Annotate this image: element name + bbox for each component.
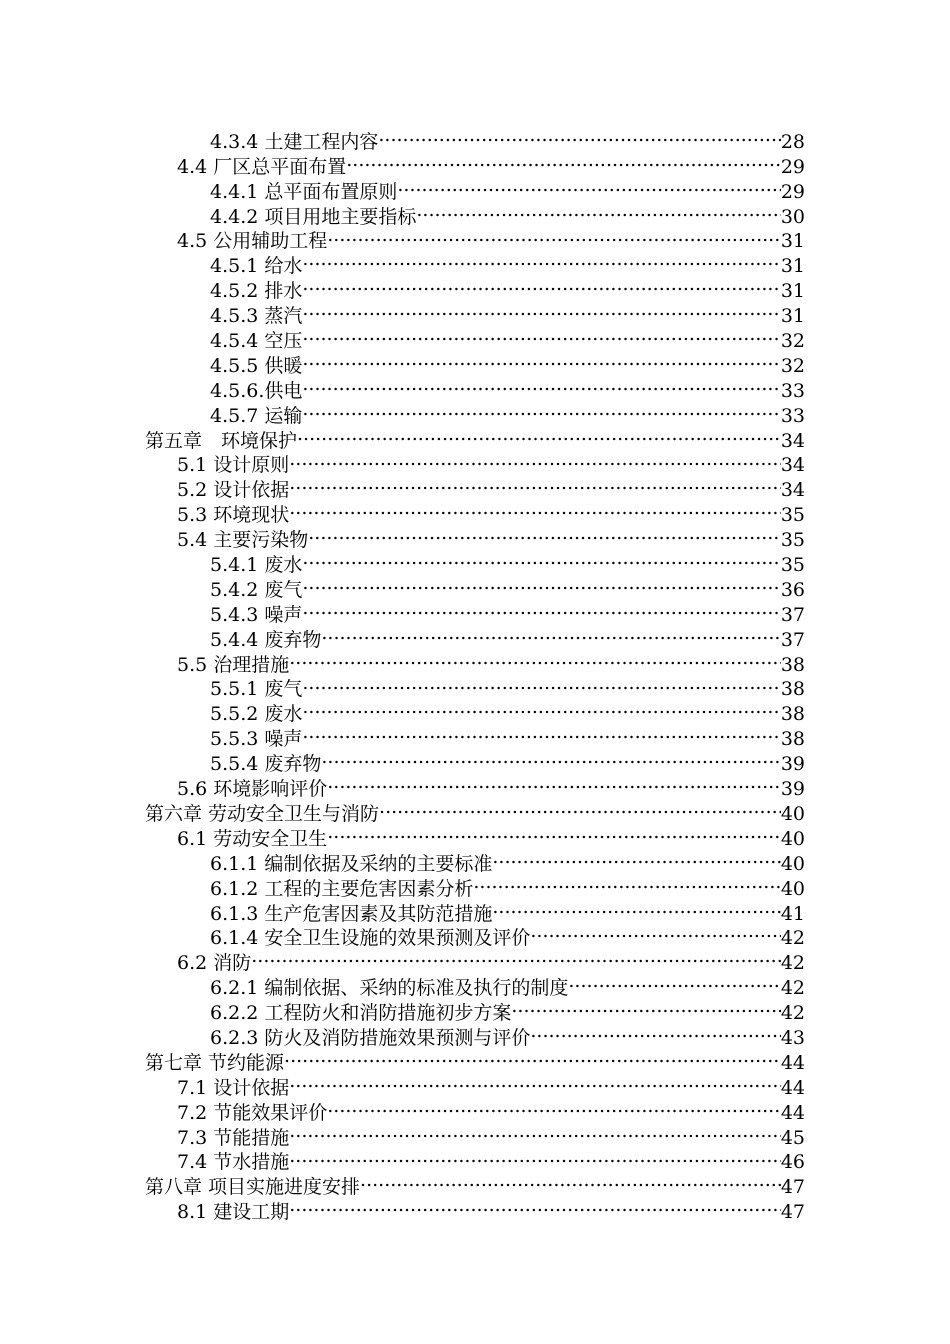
dot-leader — [321, 745, 780, 770]
toc-entry[interactable] — [0, 422, 950, 452]
toc-entry-page-number: 43 — [780, 1026, 805, 1049]
toc-entry-title: 5.5 治理措施 — [177, 653, 290, 676]
toc-entry-page-number: 37 — [780, 628, 805, 651]
toc-entry-title: 5.1 设计原则 — [177, 454, 290, 477]
toc-entry[interactable] — [0, 820, 950, 850]
toc-entry-page-number: 42 — [780, 927, 805, 950]
toc-entry-page-number: 31 — [780, 280, 805, 303]
dot-leader — [327, 770, 781, 795]
toc-entry-title: 第六章 劳动安全卫生与消防 — [145, 802, 380, 825]
toc-entry-page-number: 42 — [780, 1002, 805, 1025]
toc-entry-page-number: 42 — [780, 952, 805, 975]
dot-leader — [378, 123, 780, 148]
toc-entry-page-number: 38 — [780, 703, 805, 726]
dot-leader — [568, 969, 780, 994]
toc-entry-page-number: 37 — [780, 603, 805, 626]
dot-leader — [284, 1044, 781, 1069]
dot-leader — [289, 646, 781, 671]
toc-entry[interactable] — [0, 994, 950, 1025]
toc-entry-title: 6.2.3 防火及消防措施效果预测与评价 — [210, 1026, 531, 1049]
toc-entry-page-number: 44 — [780, 1101, 805, 1124]
toc-entry-title: 6.1.1 编制依据及采纳的主要标准 — [210, 852, 493, 875]
toc-entry-title: 4.5.6.供电 — [210, 379, 303, 402]
dot-leader — [302, 695, 780, 720]
toc-entry[interactable] — [0, 920, 950, 950]
toc-entry-title: 7.3 节能措施 — [177, 1126, 290, 1149]
toc-entry-title: 7.1 设计依据 — [177, 1076, 290, 1099]
toc-entry-title: 5.6 环境影响评价 — [177, 778, 328, 801]
toc-entry[interactable] — [0, 1044, 950, 1074]
toc-entry-page-number: 32 — [780, 330, 805, 353]
toc-entry[interactable] — [0, 969, 950, 1000]
toc-entry[interactable] — [0, 720, 950, 751]
toc-entry-title: 4.5 公用辅助工程 — [177, 230, 328, 253]
toc-entry-title: 6.1.3 生产危害因素及其防范措施 — [210, 902, 493, 925]
toc-entry-title: 4.4.1 总平面布置原则 — [210, 180, 398, 203]
toc-entry[interactable] — [0, 1193, 950, 1224]
toc-entry-title: 6.2.1 编制依据、采纳的标准及执行的制度 — [210, 977, 569, 1000]
dot-leader — [492, 895, 780, 920]
toc-entry[interactable] — [0, 596, 950, 626]
dot-leader — [473, 870, 780, 895]
toc-entry-title: 4.3.4 土建工程内容 — [210, 130, 379, 153]
dot-leader — [302, 297, 780, 322]
toc-entry-page-number: 44 — [780, 1076, 805, 1099]
toc-entry-page-number: 46 — [780, 1151, 805, 1174]
toc-entry[interactable] — [0, 372, 950, 402]
toc-entry-title: 6.2.2 工程防火和消防措施初步方案 — [210, 1002, 512, 1025]
toc-entry-page-number: 39 — [780, 753, 805, 776]
dot-leader — [302, 372, 780, 397]
toc-entry[interactable] — [0, 471, 950, 502]
toc-entry-page-number: 32 — [780, 354, 805, 377]
toc-entry[interactable] — [0, 123, 950, 153]
toc-entry[interactable] — [0, 895, 950, 925]
toc-entry[interactable] — [0, 671, 950, 701]
toc-entry-page-number: 40 — [780, 852, 805, 875]
toc-entry[interactable] — [0, 297, 950, 328]
dot-leader — [321, 621, 780, 646]
toc-entry[interactable] — [0, 770, 950, 801]
toc-entry-title: 5.5.4 废弃物 — [210, 753, 322, 776]
toc-entry[interactable] — [0, 795, 950, 825]
toc-entry-title: 8.1 建设工期 — [177, 1201, 290, 1224]
toc-entry-title: 5.5.3 噪声 — [210, 728, 303, 751]
dot-leader — [302, 397, 780, 422]
dot-leader — [530, 1019, 780, 1044]
dot-leader — [302, 720, 780, 745]
toc-entry[interactable] — [0, 546, 950, 577]
dot-leader — [327, 820, 781, 845]
dot-leader — [289, 1144, 781, 1169]
toc-entry[interactable] — [0, 1019, 950, 1049]
toc-entry-page-number: 47 — [780, 1201, 805, 1224]
toc-entry-title: 7.4 节水措施 — [177, 1151, 290, 1174]
toc-entry-page-number: 35 — [780, 554, 805, 577]
toc-entry-title: 第七章 节约能源 — [145, 1051, 285, 1074]
toc-entry-title: 4.5.1 给水 — [210, 255, 303, 278]
toc-entry[interactable] — [0, 521, 950, 552]
dot-leader — [308, 521, 781, 546]
toc-entry[interactable] — [0, 272, 950, 303]
dot-leader — [302, 272, 780, 297]
dot-leader — [302, 247, 780, 272]
toc-entry[interactable] — [0, 745, 950, 776]
dot-leader — [289, 1193, 781, 1218]
dot-leader — [289, 1119, 781, 1144]
dot-leader — [297, 422, 781, 447]
toc-entry-page-number: 33 — [780, 404, 805, 427]
toc-entry-title: 6.1 劳动安全卫生 — [177, 827, 328, 850]
toc-entry[interactable] — [0, 1119, 950, 1149]
toc-entry-title: 5.4.2 废气 — [210, 578, 303, 601]
dot-leader — [416, 198, 780, 223]
toc-entry-title: 5.5.2 废水 — [210, 703, 303, 726]
dot-leader — [302, 671, 780, 696]
dot-leader — [302, 322, 780, 347]
toc-entry-page-number: 34 — [780, 454, 805, 477]
toc-entry-page-number: 30 — [780, 205, 805, 228]
toc-entry-title: 4.4.2 项目用地主要指标 — [210, 205, 417, 228]
toc-entry-title: 4.5.7 运输 — [210, 404, 303, 427]
dot-leader — [346, 148, 781, 173]
toc-entry-page-number: 29 — [780, 155, 805, 178]
toc-entry-page-number: 38 — [780, 728, 805, 751]
dot-leader — [397, 173, 780, 198]
toc-entry-title: 4.5.2 排水 — [210, 280, 303, 303]
dot-leader — [511, 994, 780, 1019]
toc-entry[interactable] — [0, 571, 950, 601]
toc-entry[interactable] — [0, 695, 950, 726]
table-of-contents — [0, 123, 950, 1224]
toc-entry[interactable] — [0, 845, 950, 875]
toc-entry-title: 6.1.2 工程的主要危害因素分析 — [210, 877, 474, 900]
toc-entry-title: 第八章 项目实施进度安排 — [145, 1176, 361, 1199]
toc-entry-title: 4.5.4 空压 — [210, 330, 303, 353]
toc-entry-page-number: 39 — [780, 778, 805, 801]
toc-entry[interactable] — [0, 1168, 950, 1199]
toc-entry[interactable] — [0, 347, 950, 377]
toc-entry-page-number: 44 — [780, 1051, 805, 1074]
toc-entry[interactable] — [0, 1144, 950, 1174]
toc-entry[interactable] — [0, 496, 950, 527]
toc-entry[interactable] — [0, 397, 950, 427]
toc-entry[interactable] — [0, 173, 950, 203]
toc-entry[interactable] — [0, 223, 950, 253]
toc-entry-title: 6.1.4 安全卫生设施的效果预测及评价 — [210, 927, 531, 950]
toc-entry-title: 5.4.3 噪声 — [210, 603, 303, 626]
toc-entry-page-number: 38 — [780, 653, 805, 676]
toc-entry-title: 4.5.5 供暖 — [210, 354, 303, 377]
toc-entry-title: 4.5.3 蒸汽 — [210, 305, 303, 328]
toc-entry-page-number: 28 — [780, 130, 805, 153]
toc-entry-page-number: 38 — [780, 678, 805, 701]
toc-entry-page-number: 33 — [780, 379, 805, 402]
toc-entry-title: 6.2 消防 — [177, 952, 252, 975]
toc-entry-title: 4.4 厂区总平面布置 — [177, 155, 347, 178]
dot-leader — [360, 1168, 781, 1193]
dot-leader — [289, 1069, 781, 1094]
toc-entry-page-number: 31 — [780, 305, 805, 328]
toc-entry-title: 5.5.1 废气 — [210, 678, 303, 701]
toc-entry-page-number: 31 — [780, 230, 805, 253]
dot-leader — [302, 546, 780, 571]
toc-entry[interactable] — [0, 621, 950, 651]
dot-leader — [302, 347, 780, 372]
toc-entry-title: 5.4 主要污染物 — [177, 529, 309, 552]
toc-entry-page-number: 42 — [780, 977, 805, 1000]
toc-entry[interactable] — [0, 1069, 950, 1099]
dot-leader — [289, 447, 781, 472]
toc-entry-title: 5.4.4 废弃物 — [210, 628, 322, 651]
toc-entry[interactable] — [0, 247, 950, 278]
toc-entry[interactable] — [0, 646, 950, 676]
dot-leader — [327, 223, 781, 248]
toc-entry-page-number: 45 — [780, 1126, 805, 1149]
toc-entry-page-number: 41 — [780, 902, 805, 925]
dot-leader — [492, 845, 780, 870]
dot-leader — [379, 795, 781, 820]
dot-leader — [289, 471, 781, 496]
toc-entry[interactable] — [0, 1094, 950, 1124]
toc-entry-title: 第五章 环境保护 — [145, 429, 298, 452]
toc-entry[interactable] — [0, 198, 950, 228]
dot-leader — [302, 571, 780, 596]
dot-leader — [289, 496, 781, 521]
toc-entry[interactable] — [0, 944, 950, 975]
toc-entry[interactable] — [0, 322, 950, 353]
toc-entry[interactable] — [0, 447, 950, 477]
toc-entry-page-number: 35 — [780, 529, 805, 552]
toc-entry-page-number: 29 — [780, 180, 805, 203]
toc-entry-page-number: 35 — [780, 504, 805, 527]
toc-entry-page-number: 31 — [780, 255, 805, 278]
toc-entry-title: 5.3 环境现状 — [177, 504, 290, 527]
toc-entry[interactable] — [0, 870, 950, 900]
toc-entry-page-number: 47 — [780, 1176, 805, 1199]
toc-entry-page-number: 34 — [780, 479, 805, 502]
toc-entry-page-number: 34 — [780, 429, 805, 452]
dot-leader — [251, 944, 781, 969]
toc-entry-title: 5.2 设计依据 — [177, 479, 290, 502]
toc-entry-page-number: 40 — [780, 827, 805, 850]
toc-entry-page-number: 36 — [780, 578, 805, 601]
toc-entry-page-number: 40 — [780, 802, 805, 825]
toc-entry-title: 7.2 节能效果评价 — [177, 1101, 328, 1124]
dot-leader — [530, 920, 780, 945]
toc-entry[interactable] — [0, 148, 950, 178]
dot-leader — [302, 596, 780, 621]
dot-leader — [327, 1094, 781, 1119]
toc-entry-title: 5.4.1 废水 — [210, 554, 303, 577]
toc-entry-page-number: 40 — [780, 877, 805, 900]
